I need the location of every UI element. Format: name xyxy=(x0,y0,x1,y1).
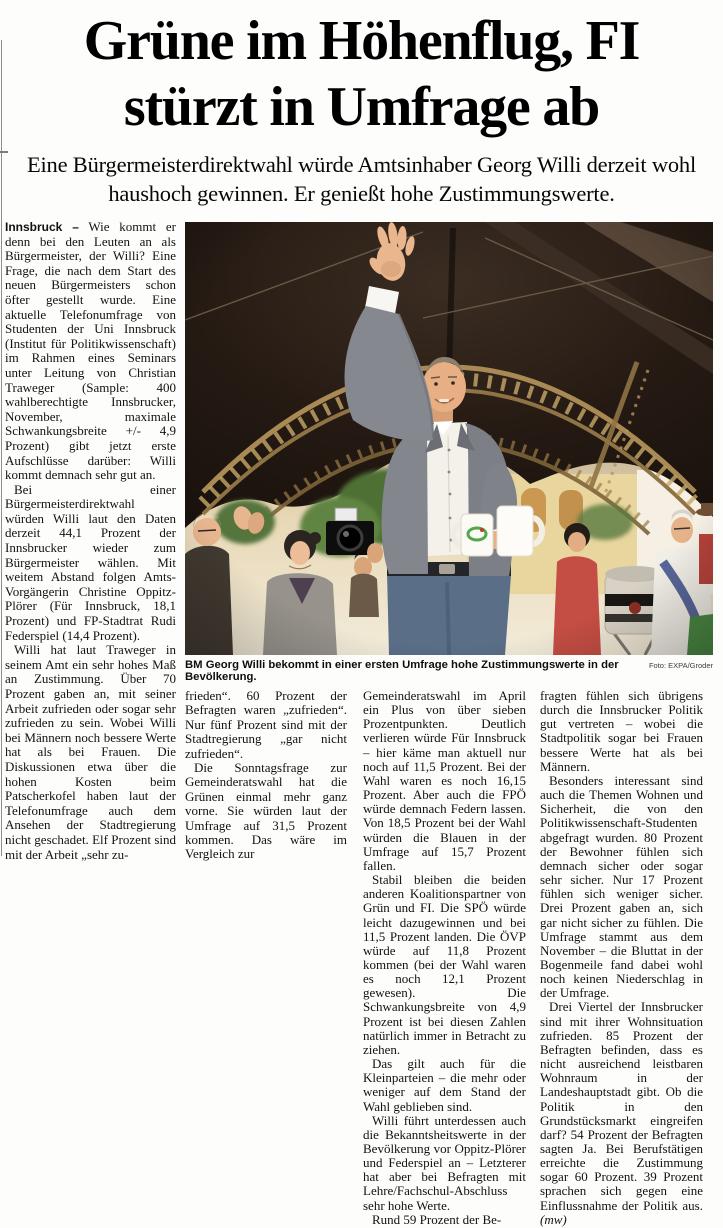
paragraph: Die Sonntagsfrage zur Gemeinderatswahl hat die Grünen einmal mehr ganz vorne. Sie würden laut der Umfrage auf 31,5 Prozent kommen. Das wäre im Vergleich zur xyxy=(185,760,347,862)
paragraph: Besonders interessant sind auch die Themen Wohnen und Sicherheit, die von den Politikwissenschaft-Studenten abgefragt wurden. 80 Prozent der Bewohner fühlen sich demnach sicher oder sogar sehr sicher. Nur 17 Prozent fühlen sich weniger sicher. Drei Prozent gaben an, sich gar nicht sicher zu fühlen. Die Umfrage stammt aus dem November – die Bluttat in der Bogenmeile fand dabei wohl noch keinen Niederschlag in der Umfrage. xyxy=(540,772,703,1001)
paragraph: Willi hat laut Traweger in seinem Amt ein sehr hohes Maß an Zustimmung. Über 70 Prozent gaben an, mit seiner Arbeit zufrieden oder sogar sehr zufrieden zu sein. Wobei Willi bei Männern noch bessere Werte hat als bei Frauen. Die Diskussionen etwa über die hohen Kosten beim Patscherkofel haben laut der Telefonumfrage auch dem Ansehen der Stadtregierung nicht geschadet. Elf Prozent sind mit der Arbeit „sehr zu- xyxy=(5,642,176,862)
paragraph-text: Drei Viertel der Innsbrucker sind mit ihrer Wohnsituation zufrieden. 85 Prozent der Befragten befinden, dass es nicht ausreichend leistbaren Wohnraum in der Landeshauptstadt gibt. Ob die Politik in den Grundstücksmarkt eingreifen darf? 54 Prozent der Befragten sagten Ja. Bei Berufstätigen erreichte die Zustimmung sogar 60 Prozent. 39 Prozent sprachen sich gegen eine Einflussnahme der Politik aus. xyxy=(540,999,703,1213)
paragraph: Stabil bleiben die beiden anderen Koalitionspartner von Grün und FI. Die SPÖ würde leicht dazugewinnen und bei 11,5 Prozent landen. Die ÖVP würde auf 11,8 Prozent kommen (bei der Wahl waren es noch 12,1 Prozent gewesen). Die Schwankungsbreite von 4,9 Prozent ist bei diesen Zahlen natürlich immer in Betracht zu ziehen. xyxy=(363,872,526,1057)
body-column-4 xyxy=(540,689,703,1227)
paragraph: Willi führt unterdessen auch die Bekanntsheitswerte in der Bevölkerung vor Oppitz-Plörer und Federspiel an – Letzterer hat aber bei Befragten mit Lehre/Fachschul-Abschluss sehr hohe Werte. xyxy=(363,1112,526,1213)
paragraph: fragten fühlen sich übrigens durch die Innsbrucker Politik gut vertreten – wobei die Stadtpolitik sogar bei Frauen bessere Werte hat als bei Männern. xyxy=(540,688,703,774)
photo-scene xyxy=(185,222,713,655)
body-column-3 xyxy=(363,689,526,1227)
body-column-1 xyxy=(5,220,176,862)
paragraph xyxy=(540,1000,703,1227)
paragraph: Bei einer Bürgermeisterdirektwahl würden Willi laut den Daten derzeit 44,1 Prozent der Innsbrucker wieder zum Bürgermeister wählen. Mit weitem Abstand folgen Amts-Vorgängerin Christine Oppitz-Plörer (Für Innsbruck, 18,1 Prozent) und FP-Stadtrat Rudi Federspiel (14,4 Prozent). xyxy=(5,481,176,643)
paragraph xyxy=(5,220,176,483)
page-edge-tick xyxy=(0,151,8,153)
photo-caption: BM Georg Willi bekommt in einer ersten Umfrage hohe Zustimmungswerte in der Bevölkerung. xyxy=(185,659,619,683)
article-headline: Grüne im Höhenflug, FI stürzt in Umfrage ab xyxy=(83,10,640,138)
paragraph: frieden“. 60 Prozent der Befragten waren „zufrieden“. Nur fünf Prozent sind mit der Stadtregierung „gar nicht zufrieden“. xyxy=(185,688,347,761)
photo-caption-row xyxy=(185,659,713,683)
article-deck: Eine Bürgermeisterdirektwahl würde Amtsinhaber Georg Willi derzeit wohl haushoch gewinnen. Er genießt hohe Zustimmungswerte. xyxy=(26,152,697,206)
page-edge-rule xyxy=(1,40,2,856)
paragraph: Das gilt auch für die Kleinparteien – die mehr oder weniger auf dem Stand der Wahl geblieben sind. xyxy=(363,1056,526,1114)
author-initials: (mw) xyxy=(540,1211,567,1227)
article-photo xyxy=(185,222,713,655)
paragraph: Rund 59 Prozent der Be- xyxy=(372,1211,502,1227)
paragraph-text: Wie kommt er denn bei den Leuten an als Bürgermeister, der Willi? Eine Frage, die nach dem Start des neuen Bürgermeisters schon öfter gestellt wurde. Eine aktuelle Telefonumfrage von Studenten der Uni Innsbruck (Institut für Politikwissenschaft) im Rahmen eines Seminars unter Leitung von Christian Traweger (Sample: 400 wahlberechtigte Innsbrucker, November, maximale Schwankungsbreite +/- 4,9 Prozent) gibt jetzt erste Aufschlüsse darüber: Willi kommt demnach sehr gut an. xyxy=(5,219,176,483)
photo-vignette xyxy=(185,222,713,655)
photo-credit: Foto: EXPA/Groder xyxy=(648,661,713,670)
paragraph: Gemeinderatswahl im April ein Plus von über sieben Prozentpunkten. Deutlich verlieren würde Für Innsbruck – hier käme man aktuell nur noch auf 11,5 Prozent. Bei der Wahl waren es noch 16,15 Prozent. Aber auch die FPÖ würde demnach Federn lassen. Von 18,5 Prozent bei der Wahl würden die Blauen in der Umfrage auf 15,7 Prozent fallen. xyxy=(363,688,526,873)
body-column-2 xyxy=(185,689,347,862)
dateline: Innsbruck – xyxy=(5,220,79,234)
